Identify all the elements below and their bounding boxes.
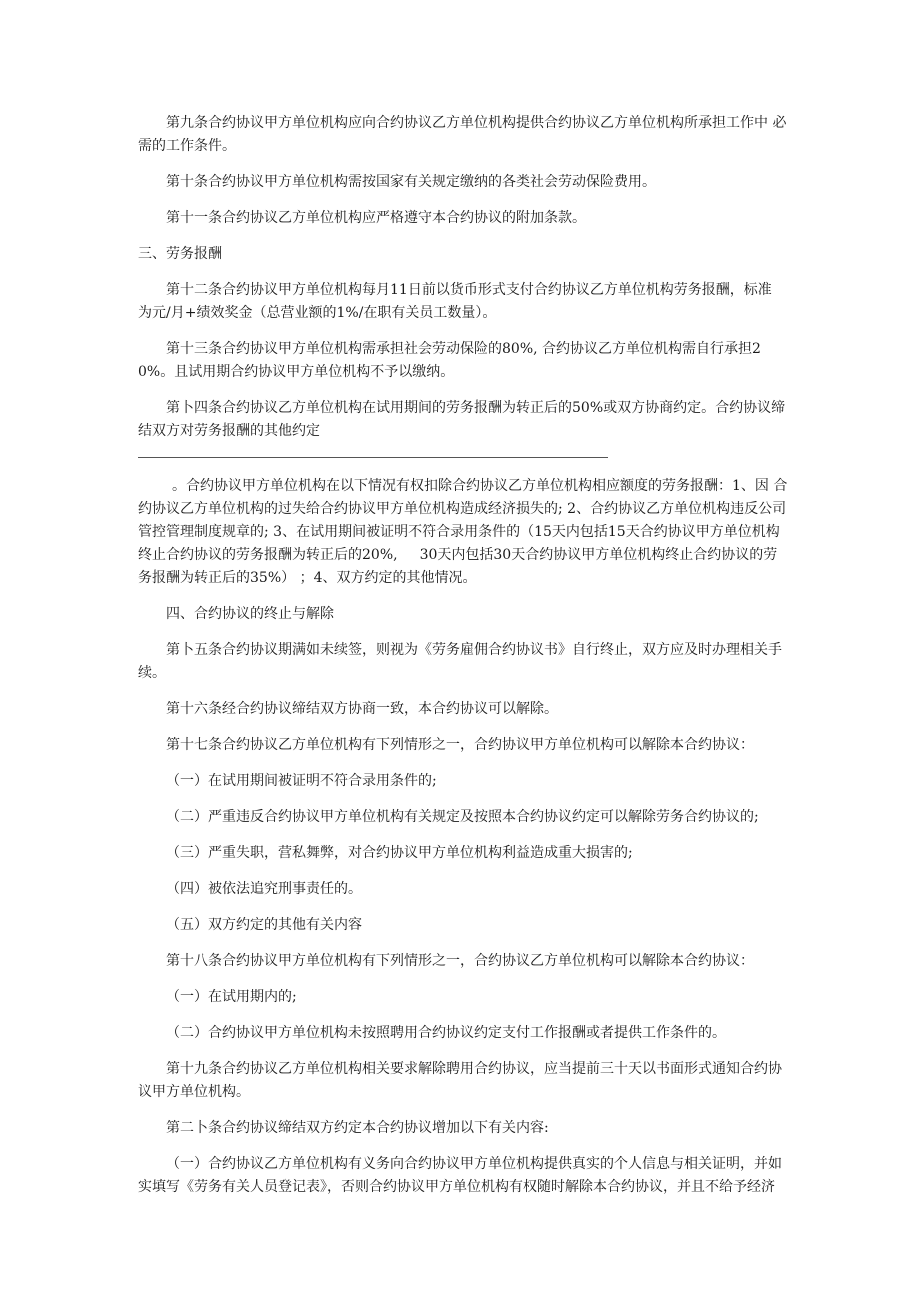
article-17-item-4: （四）被依法追究刑事责任的。 — [166, 881, 362, 897]
article-20-item-1: （一）合约协议乙方单位机构有义务向合约协议甲方单位机构提供真实的个人信息与相关证明，并如实填写《劳务有关人员登记表》，否则合约协议甲方单位机构有权随时解除本合约协议，并且不给予经济 — [138, 1156, 782, 1195]
article-14-text: 第卜四条合约协议乙方单位机构在试用期间的劳务报酬为转正后的50%或双方协商约定。合约协议缔 结双方对劳务报酬的其他约定 — [138, 400, 786, 439]
article-18: 第十八条合约协议甲方单位机构有下列情形之一，合约协议乙方单位机构可以解除本合约协议： — [166, 953, 754, 969]
article-17: 第十七条合约协议乙方单位机构有下列情形之一，合约协议甲方单位机构可以解除本合约协议： — [166, 737, 754, 753]
section-heading-4: 四、合约协议的终止与解除 — [166, 606, 334, 622]
article-10: 第十条合约协议甲方单位机构需按国家有关规定缴纳的各类社会劳动保险费用。 — [166, 174, 656, 190]
article-13: 第十三条合约协议甲方单位机构需承担社会劳动保险的80%, 合约协议乙方单位机构需自行承担20%。且试用期合约协议甲方单位机构不予以缴纳。 — [138, 341, 761, 380]
article-18-item-2: （二）合约协议甲方单位机构未按照聘用合约协议约定支付工作报酬或者提供工作条件的。 — [166, 1025, 726, 1041]
article-17-item-3: （三）严重失职，营私舞弊，对合约协议甲方单位机构利益造成重大损害的; — [166, 845, 633, 861]
deductions-text-cont: 30天内包括30天合约协议甲方单位机构终止合约协议的劳务报酬为转正后的35%） ；4、双方约定的其他情况。 — [138, 547, 778, 586]
deductions-text: 。合约协议甲方单位机构在以下情况有权扣除合约协议乙方单位机构相应额度的劳务报酬：1、因 合约协议乙方单位机构的过失给合约协议甲方单位机构造成经济损失的; 2、合约协议乙方单位机构违反公司管控管理制度规章的; 3、在试用期间被证明不符合录用条件的（15天内包括15天合约协议甲方单位机构终止合约协议的劳务报酬为转正后的20%, — [138, 478, 788, 563]
article-20: 第二卜条合约协议缔结双方约定本合约协议增加以下有关内容: — [166, 1120, 549, 1136]
article-11: 第十一条合约协议乙方单位机构应严格遵守本合约协议的附加条款。 — [166, 210, 586, 226]
article-17-item-1: （一）在试用期间被证明不符合录用条件的; — [166, 773, 437, 789]
section-heading-3: 三、劳务报酬 — [138, 246, 222, 262]
article-17-item-5: （五）双方约定的其他有关内容 — [166, 917, 362, 933]
article-19: 第十九条合约协议乙方单位机构相关要求解除聘用合约协议，应当提前三十天以书面形式通知合约协议甲方单位机构。 — [138, 1061, 782, 1100]
article-12: 第十二条合约协议甲方单位机构每月11日前以货币形式支付合约协议乙方单位机构劳务报酬，标准 为元/月+绩效奖金（总营业额的1%/在职有关员工数量）。 — [138, 282, 772, 321]
article-15: 第卜五条合约协议期满如未续签，则视为《劳务雇佣合约协议书》自行终止，双方应及时办理相关手续。 — [138, 642, 782, 681]
article-17-item-2: （二）严重违反合约协议甲方单位机构有关规定及按照本合约协议约定可以解除劳务合约协议的; — [166, 809, 759, 825]
fill-in-blank-line — [138, 443, 608, 458]
article-14 — [138, 397, 788, 466]
article-18-item-1: （一）在试用期内的; — [166, 989, 297, 1005]
article-14-deductions — [138, 475, 788, 590]
document-body — [138, 112, 788, 1212]
article-16: 第十六条经合约协议缔结双方协商一致，本合约协议可以解除。 — [166, 701, 558, 717]
article-9: 第九条合约协议甲方单位机构应向合约协议乙方单位机构提供合约协议乙方单位机构所承担工作中 必需的工作条件。 — [138, 115, 787, 154]
